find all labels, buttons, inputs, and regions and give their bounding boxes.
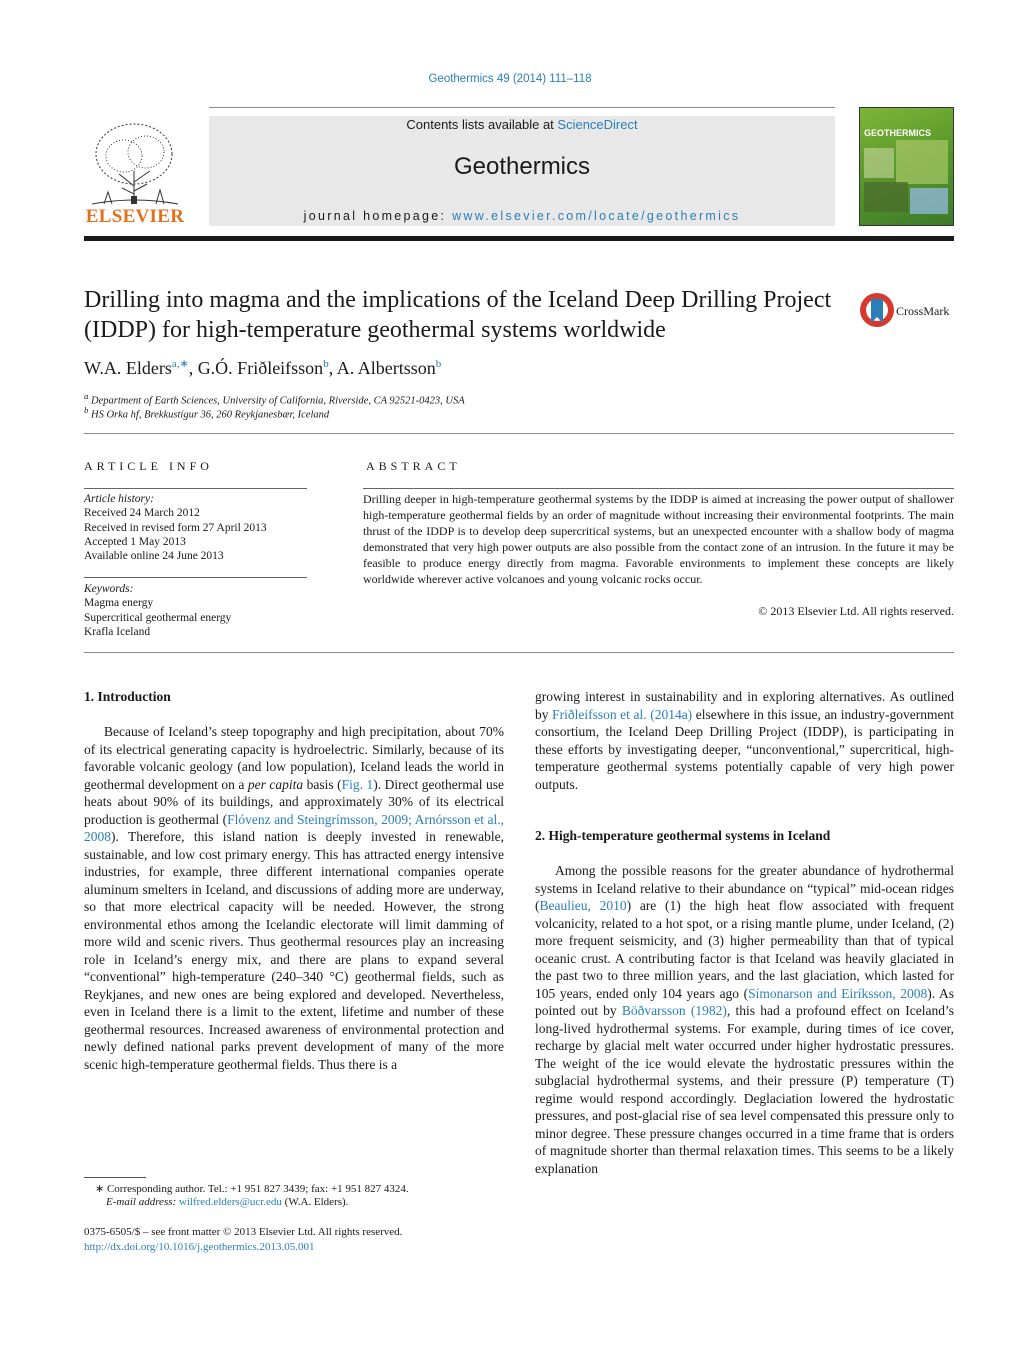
contents-prefix: Contents lists available at: [406, 117, 558, 132]
homepage-link[interactable]: www.elsevier.com/locate/geothermics: [452, 209, 741, 223]
header-top-rule: [209, 107, 835, 108]
email-label: E-mail address:: [106, 1196, 179, 1208]
corresponding-author-note: [95, 1182, 409, 1195]
body-text: elsewhere in this issue, an industry-government consortium, the Iceland Deep Drilling Project (IDDP), is participating in these efforts by investigating deeper, “unconventional,” supercritical, high-temperature geothermal systems potentially capable of very high power outputs.: [535, 706, 954, 792]
author-name[interactable]: A. Albertsson: [336, 358, 436, 378]
body-text: , this had a profound effect on Iceland’s long-lived hydrothermal systems. For example, during times of ice cover, recharge by glacial melt water occurred under higher hydrostatic pressures. The weight of the ice would elevate the hydrostatic pressures within the subglacial hydrothermal systems, and their pressure (P) temperature (T) regime would respond accordingly. Deglaciation lowered the hydrostatic pressures, and post-glacial rise of sea level compensated this pressure only to minor degree. These pressure changes occurred in a time frame that is orders of magnitude shorter than thermal relaxation times. This seems to be a likely explanation: [535, 1003, 954, 1176]
affiliation-b: [84, 405, 329, 421]
body-text: Among the possible reasons for the greater abundance of hydrothermal systems in Iceland relative to their abundance on “typical” mid-ocean ridges (: [535, 863, 954, 913]
history-label: Article history:: [84, 493, 154, 505]
footnote-mark: ∗: [95, 1183, 105, 1195]
abstract-heading: ABSTRACT: [366, 459, 461, 473]
history-item: Accepted 1 May 2013: [84, 535, 186, 548]
body-text: ). Therefore, this island nation is deeply invested in renewable, sustainable, and low cost primary energy. This has attracted energy intensive industries, for example, three different international companies operate aluminum smelters in Iceland, and discussions of adding more are underway, so that more electrical capacity will be needed. However, the strong environmental ethos among the Icelandic electorate will limit damming of more wild and scenic rivers. Thus geothermal resources play an increasing role in Iceland’s energy mix, and there are plans to expand several “conventional” high-temperature (240–340 °C) geothermal fields, such as Reykjanes, and new ones are being explored and developed. Nevertheless, even in Iceland there is a limit to the extent, lifetime and number of these geothermal resources. Increased awareness of environmental protection and newly defined national parks prevent development of many of the more scenic high-temperature geothermal fields. Thus there is a: [84, 829, 504, 1072]
body-text-italic: per capita: [247, 776, 304, 792]
header-thick-rule: [84, 236, 954, 241]
email-note: [106, 1196, 348, 1208]
affiliation-text: Department of Earth Sciences, University of California, Riverside, CA 92521-0423, USA: [88, 395, 465, 407]
introduction-paragraph: [84, 723, 504, 1073]
abstract-text: Drilling deeper in high-temperature geothermal systems by the IDDP is aimed at increasing the power output of shallower high-temperature geothermal fields by an order of magnitude without increasing their environmental footprints. The main thrust of the IDDP is to develop deep supercritical systems, but an unexpected encounter with a shallow body of magma demonstrated that very high power outputs are also possible from the contact zone of an intrusion. In the future it may be feasible to produce energy directly from magma. Favorable environments to implement these concepts are likely worldwide wherever active volcanoes and young volcanic rocks occur.: [363, 492, 954, 586]
homepage-prefix: journal homepage:: [303, 209, 453, 223]
abstract-divider: [84, 652, 954, 653]
journal-homepage-line: [209, 209, 835, 223]
email-link[interactable]: wilfred.elders@ucr.edu: [178, 1196, 282, 1208]
author-name[interactable]: W.A. Elders: [84, 358, 172, 378]
article-info-rule: [84, 577, 307, 578]
introduction-continued: [535, 688, 954, 793]
author-affiliation-mark[interactable]: b: [435, 358, 442, 370]
cover-title: GEOTHERMICS: [864, 128, 932, 138]
body-text: basis (: [303, 776, 342, 792]
body-text: growing interest in sustainability and in exploring alternatives. As outlined by: [535, 689, 954, 722]
author-affiliation-mark[interactable]: a,∗: [171, 358, 189, 370]
citation-link[interactable]: Símonarson and Eiríksson, 2008: [748, 985, 928, 1001]
cover-art: [860, 108, 953, 225]
footnote-rule: [84, 1177, 146, 1178]
section-heading-geothermal-systems: 2. High-temperature geothermal systems in Iceland: [535, 828, 831, 843]
crossmark-label[interactable]: CrossMark: [896, 304, 950, 318]
affiliation-mark: b: [84, 405, 89, 415]
article-title: Drilling into magma and the implications of the Iceland Deep Drilling Project (IDDP) for high-temperature geothermal systems worldwide: [84, 287, 832, 343]
citation-link[interactable]: Friðleifsson et al. (2014a): [552, 706, 693, 722]
abstract-copyright: © 2013 Elsevier Ltd. All rights reserved.: [758, 604, 954, 618]
section2-paragraph: [535, 862, 954, 1177]
figure-reference-link[interactable]: Fig. 1: [341, 776, 374, 792]
abstract-rule: [363, 488, 954, 489]
sciencedirect-link[interactable]: ScienceDirect: [557, 117, 638, 132]
affiliation-text: HS Orka hf, Brekkustígur 36, 260 Reykjanesbær, Iceland: [88, 409, 330, 421]
author-separator: ,: [188, 358, 198, 378]
journal-cover-image[interactable]: [859, 107, 954, 226]
keywords: [84, 582, 231, 639]
article-info-rule: [84, 488, 307, 489]
citation-link[interactable]: Böðvarsson (1982): [621, 1003, 727, 1018]
title-divider: [84, 433, 954, 434]
author-list: [84, 357, 441, 379]
email-suffix: (W.A. Elders).: [281, 1196, 349, 1208]
keyword-item: Krafla Iceland: [84, 625, 151, 638]
body-text: Because of Iceland’s steep topography and high precipitation, about 70% of its electrical generating capacity is hydroelectric. Similarly, because of its favorable volcanic geology (and low population), Iceland leads the world in geothermal development on a: [84, 724, 504, 792]
author-separator: ,: [328, 358, 337, 378]
keyword-item: Supercritical geothermal energy: [84, 611, 232, 624]
footnote-text: Corresponding author. Tel.: +1 951 827 3439; fax: +1 951 827 4324.: [104, 1183, 409, 1195]
author-name[interactable]: G.Ó. Friðleifsson: [197, 358, 324, 378]
body-text: ) are (1) the high heat flow associated with frequent volcanicity, related to a hot spot, or a rising mantle plume, under Iceland, (2) more frequent seismicity, and (3) higher permeability than that of typical oceanic crust. A contributing factor is that Iceland was heavily glaciated in the past two to three million years, and the last glaciation, which lasted for 105 years, ended only 104 years ago (: [535, 898, 954, 1001]
issn-line: 0375-6505/$ – see front matter © 2013 Elsevier Ltd. All rights reserved.: [84, 1226, 403, 1238]
body-text: ). Direct geothermal use heats about 90% of its buildings, and approximately 30% of its electrical production is geothermal (: [84, 776, 504, 827]
author-affiliation-mark[interactable]: b: [323, 358, 329, 370]
section-heading-introduction: 1. Introduction: [84, 689, 171, 704]
doi-link[interactable]: http://dx.doi.org/10.1016/j.geothermics.2013.05.001: [84, 1241, 315, 1253]
contents-line: [209, 117, 835, 132]
citation-link[interactable]: Flóvenz and Steingrímsson, 2009; Arnórsson et al., 2008: [84, 811, 504, 844]
body-text: ). As pointed out by: [535, 985, 954, 1018]
article-info-heading: ARTICLE INFO: [84, 459, 213, 473]
affiliation-mark: a: [84, 391, 89, 401]
journal-citation-link[interactable]: Geothermics 49 (2014) 111–118: [428, 73, 592, 85]
journal-title: Geothermics: [453, 153, 591, 180]
history-item: Received 24 March 2012: [84, 507, 200, 520]
keywords-label: Keywords:: [84, 583, 134, 595]
citation-link[interactable]: Beaulieu, 2010: [539, 898, 627, 913]
history-item: Received in revised form 27 April 2013: [84, 521, 267, 534]
keyword-item: Magma energy: [84, 597, 154, 610]
elsevier-wordmark: ELSEVIER: [85, 206, 185, 227]
article-history: [84, 492, 267, 563]
history-item: Available online 24 June 2013: [84, 550, 224, 563]
